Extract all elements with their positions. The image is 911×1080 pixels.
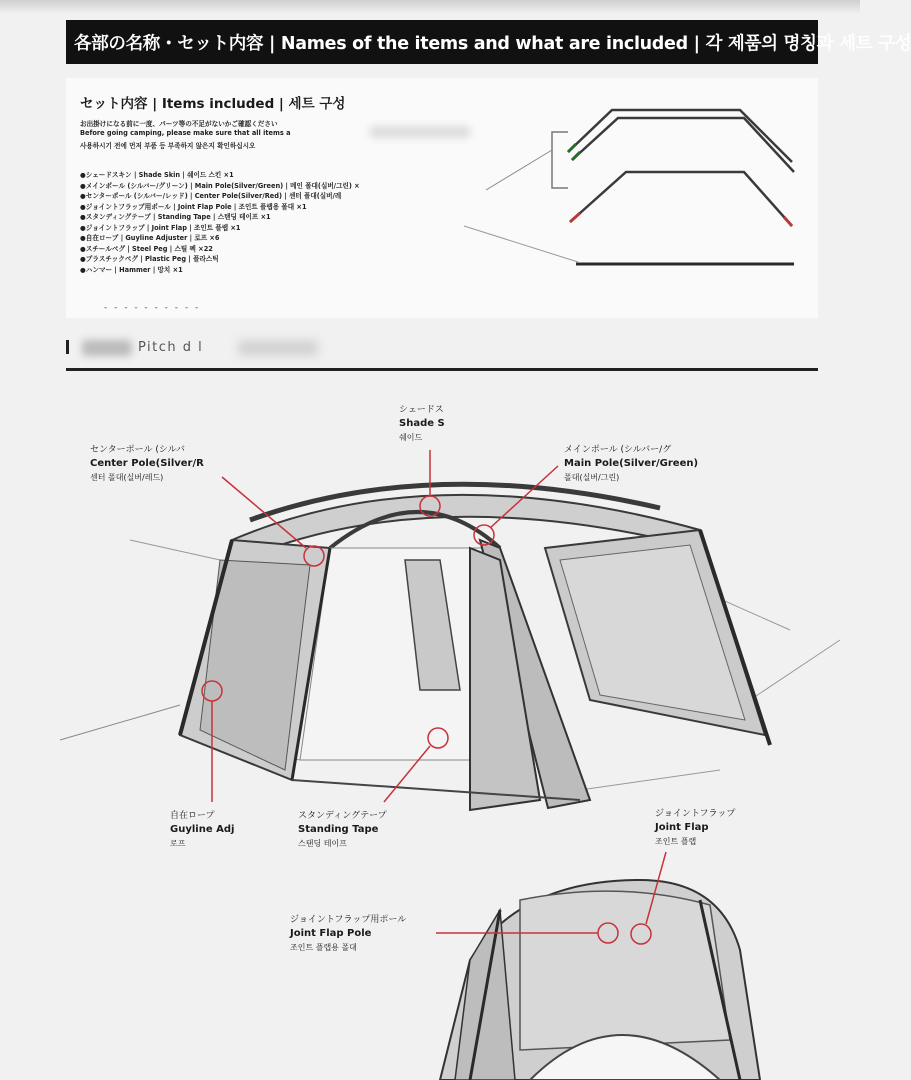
callout-ja: メインポール (シルバー/グ [564,445,672,455]
callout-en: Main Pole(Silver/Green) [564,458,699,469]
list-item: ●ジョイントフラップ | Joint Flap | 조인트 플랩 ×1 [80,223,241,232]
callout-ko: 로프 [170,839,186,848]
callout-ko: 조인트 플랩 [655,837,697,846]
section-divider [66,368,818,371]
list-item: ●自在ロープ | Guyline Adjuster | 로프 ×6 [80,234,220,242]
callout-ja: センターポール (シルバ [90,445,185,455]
note-en: Before going camping, please make sure that all items a [80,129,291,137]
list-item: ●ハンマー | Hammer | 망치 ×1 [80,265,183,274]
callout-en: Shade S [399,418,445,429]
callout-ja: スタンディングテープ [298,811,387,821]
callout-ko: 조인트 플랩용 폴대 [290,943,357,952]
page-title: 各部の名称・セット内容 | Names of the items and what are included | 각 제품의 명칭과 세트 구성 [66,20,818,64]
list-item: ●シェードスキン | Shade Skin | 쉐이드 스킨 ×1 [80,171,234,179]
list-item: ●メインポール (シルバー/グリーン) | Main Pole(Silver/Green) | 메인 폴대(실버/그린) × [80,181,360,190]
callout-main-pole [564,443,698,485]
callout-joint-flap-pole [290,913,406,955]
list-item: ●スチールペグ | Steel Peg | 스틸 펙 ×22 [80,244,213,253]
callout-ja: 自在ロープ [170,811,215,821]
callout-guyline-adjuster [170,809,234,851]
top-shadow [0,0,860,14]
callout-standing-tape [298,809,387,851]
callout-joint-flap [655,807,735,849]
list-item: ●ジョイントフラップ用ポール | Joint Flap Pole | 조인트 플랩용 폴대 ×1 [80,202,307,211]
callout-en: Standing Tape [298,824,379,835]
callout-en: Guyline Adj [170,824,235,835]
list-end-dashes: - - - - - - - - - - [104,303,201,313]
blurred-heading [82,340,132,356]
callout-en: Joint Flap Pole [290,928,372,939]
callout-ja: ジョイントフラップ [655,809,736,819]
items-included-title: セット内容 | Items included | 세트 구성 [80,96,346,112]
list-item: ●スタンディングテープ | Standing Tape | 스탠딩 테이프 ×1 [80,213,271,221]
callout-en: Center Pole(Silver/R [90,458,204,469]
section-marker [66,340,69,354]
callout-en: Joint Flap [655,822,709,833]
callout-ko: 센터 폴대(실버/레드) [90,473,164,482]
callout-ja: シェードス [399,405,444,415]
callout-ja: ジョイントフラップ用ポール [290,915,407,925]
note-ko: 사용하시기 전에 먼저 부품 등 부족하지 않은지 확인하십시오 [80,142,256,150]
callout-center-pole [90,443,204,485]
list-item: ●センターポール (シルバー/レッド) | Center Pole(Silver/Red) | 센터 폴대(실버/레 [80,192,342,200]
callout-ko: 스탠딩 테이프 [298,839,347,848]
callout-ko: 폴대(실버/그린) [564,473,620,482]
note-ja: お出掛けになる前に一度、パーツ等の不足がないかご確認ください [80,120,278,128]
pitch-section-label: Pitch d l [138,340,204,355]
items-list [80,170,360,275]
blurred-heading [238,340,318,356]
callout-shade-skin [399,403,445,445]
callout-ko: 쉐이드 [399,433,423,442]
list-item: ●プラスチックペグ | Plastic Peg | 플라스틱 [80,255,219,263]
blurred-text [370,126,470,138]
